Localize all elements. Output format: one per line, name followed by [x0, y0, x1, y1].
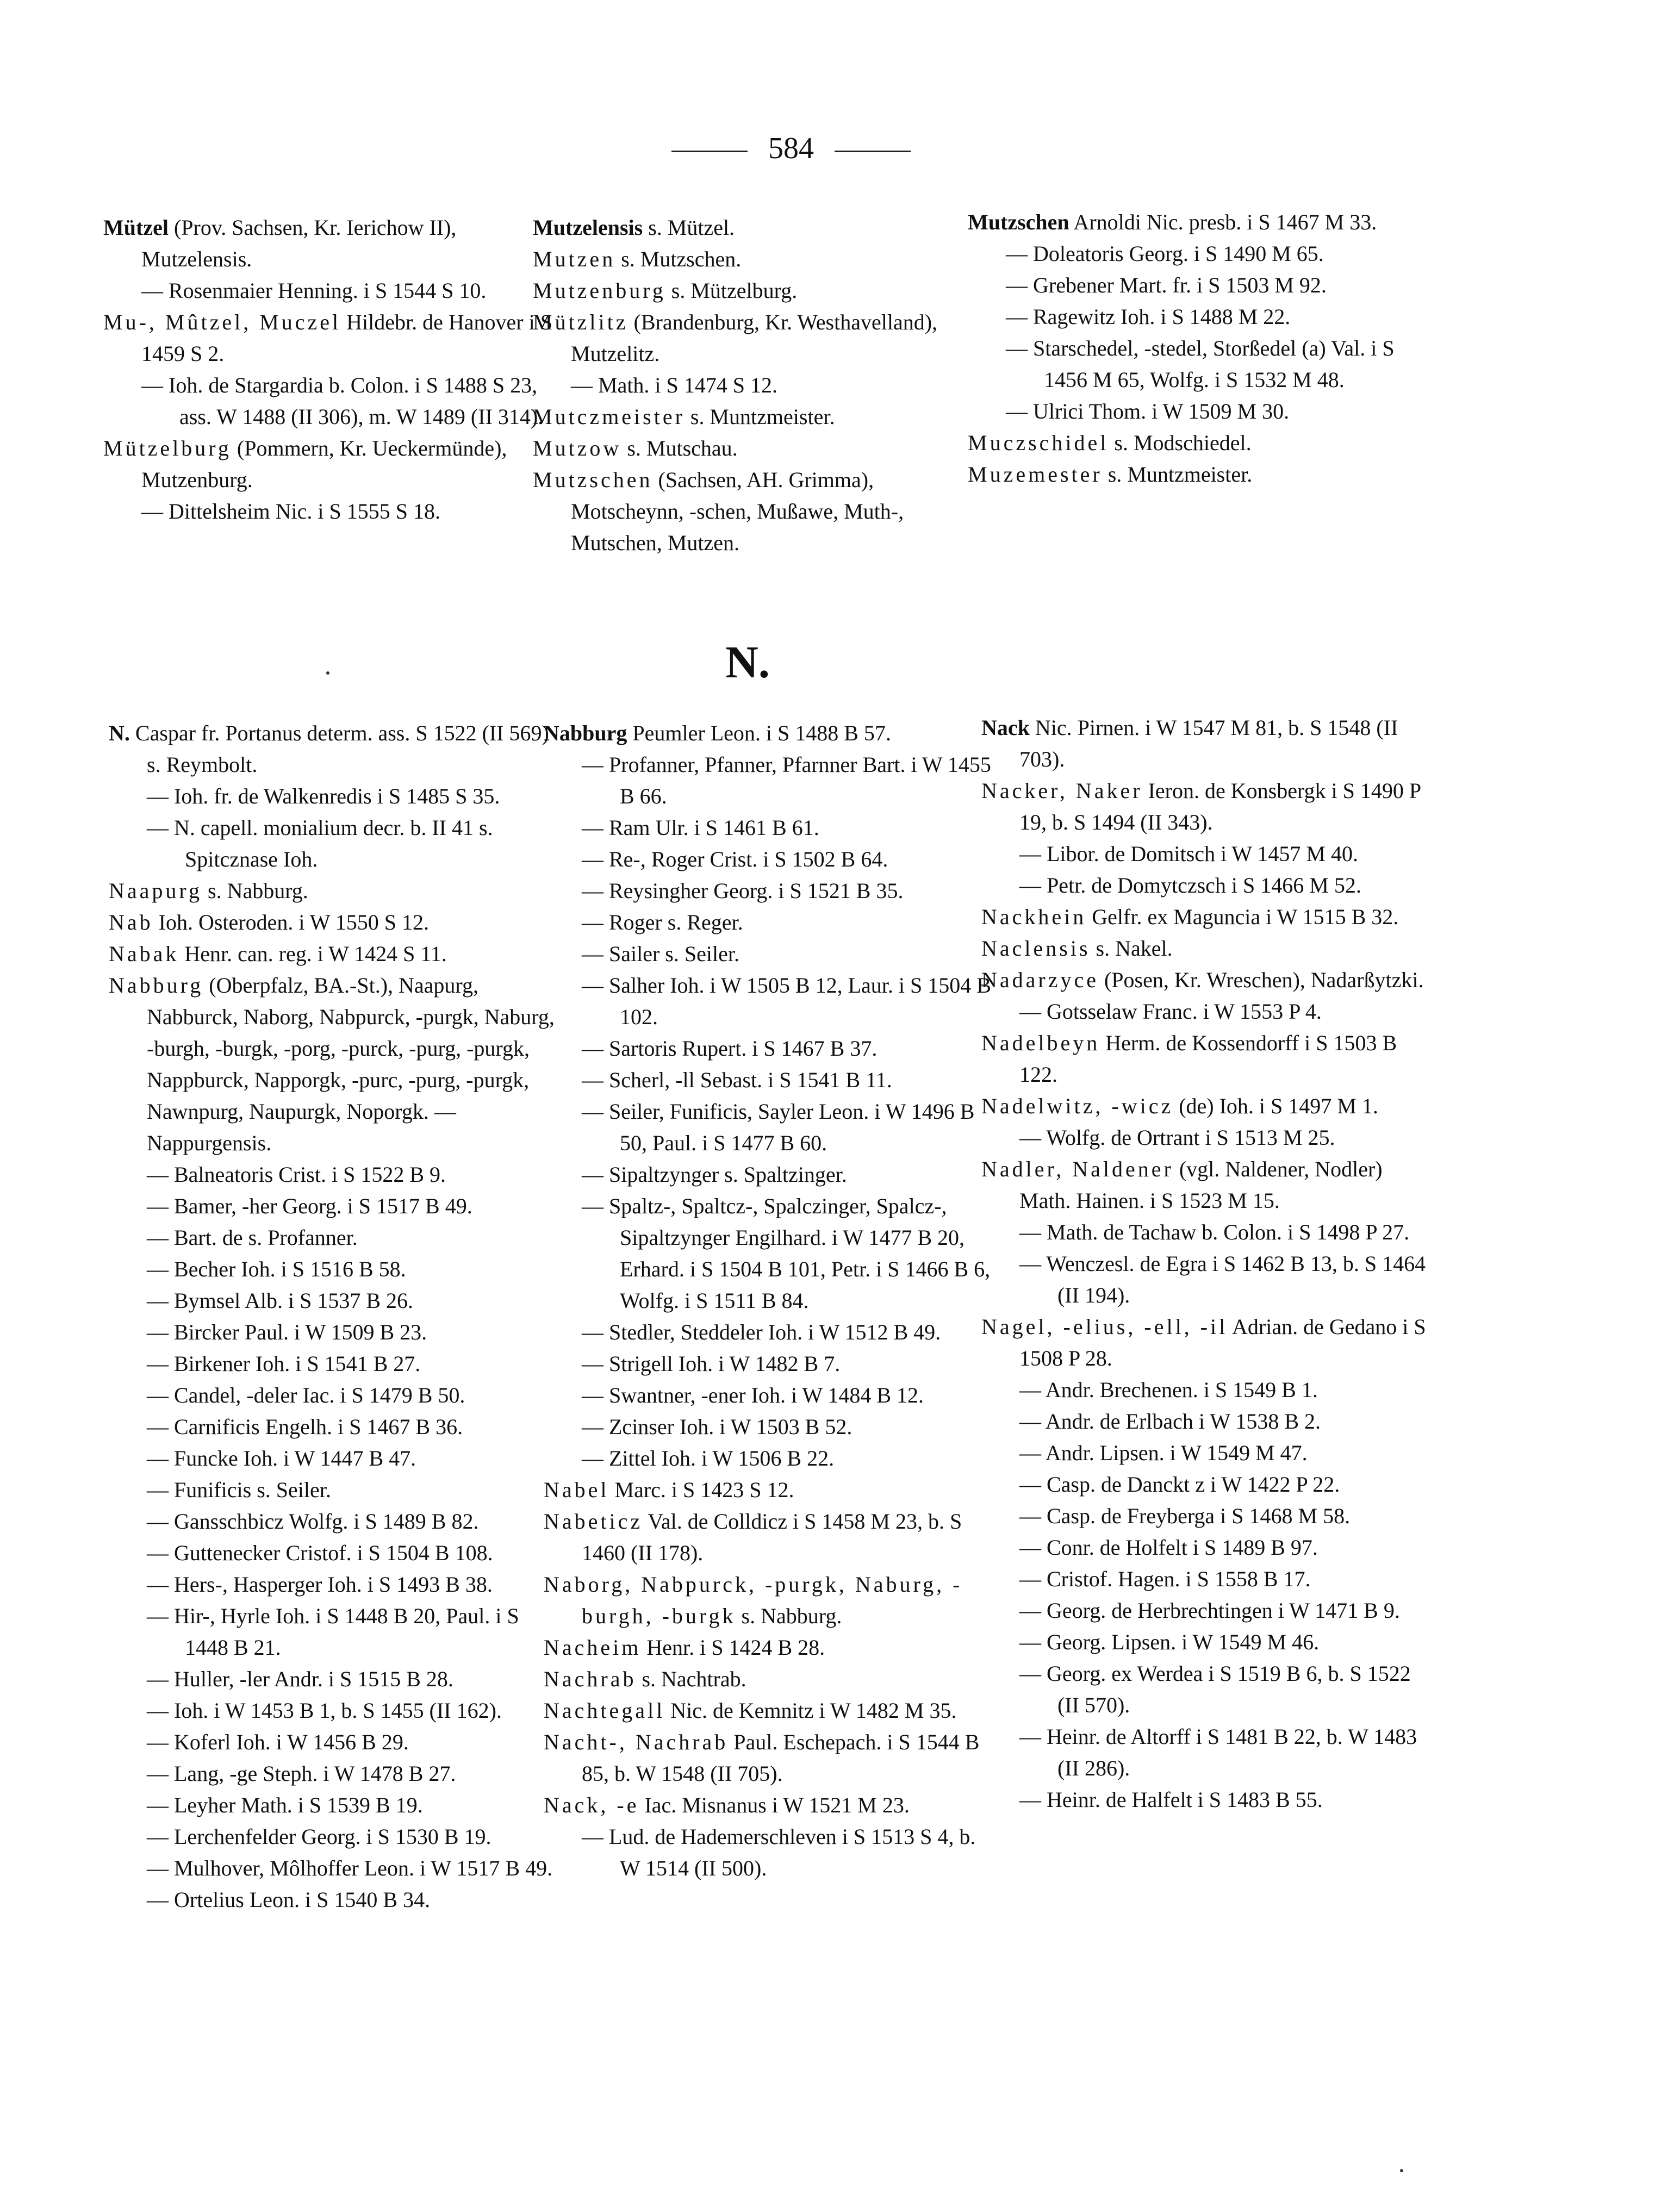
headword-spaced: Mützlitz — [533, 310, 629, 334]
dictionary-entry — [109, 1600, 560, 1663]
dictionary-entry — [981, 1154, 1433, 1217]
entry-text: — Profanner, Pfanner, Pfarnner Bart. i W 1455 B 66. — [582, 752, 991, 808]
entry-text: (Pommern, Kr. Ueckermünde), Mutzenburg. — [141, 436, 507, 492]
dictionary-entry — [544, 1317, 995, 1348]
dictionary-entry — [981, 901, 1433, 933]
entry-text: — Heinr. de Halfelt i S 1483 B 55. — [1019, 1787, 1323, 1812]
entry-text: — Sartoris Rupert. i S 1467 B 37. — [582, 1036, 878, 1061]
dictionary-entry — [109, 1727, 560, 1758]
dictionary-entry — [544, 1569, 995, 1632]
entry-text: Paul. Eschepach. i S 1544 B 85, b. W 1548 (II 705). — [582, 1730, 980, 1786]
entry-text: Arnoldi Nic. presb. i S 1467 M 33. — [1069, 210, 1377, 234]
dictionary-entry — [981, 775, 1433, 838]
dictionary-entry — [109, 1285, 560, 1317]
dictionary-entry — [109, 781, 560, 812]
entry-text: — Wenczesl. de Egra i S 1462 B 13, b. S 1464 (II 194). — [1019, 1251, 1426, 1307]
dictionary-entry — [981, 1090, 1433, 1122]
entry-text: Nic. de Kemnitz i W 1482 M 35. — [665, 1698, 957, 1723]
stray-dot — [326, 671, 329, 675]
entry-text: — Casp. de Danckt z i W 1422 P 22. — [1019, 1472, 1340, 1497]
entry-text: (Sachsen, AH. Grimma), Motscheynn, -schen, Mußawe, Muth-, Mutschen, Mutzen. — [571, 468, 904, 555]
entry-text: — Conr. de Holfelt i S 1489 B 97. — [1019, 1535, 1318, 1560]
dictionary-entry — [544, 718, 995, 749]
entry-text: — Lang, -ge Steph. i W 1478 B 27. — [147, 1761, 456, 1786]
entry-text: — Koferl Ioh. i W 1456 B 29. — [147, 1730, 409, 1754]
dictionary-entry — [533, 370, 984, 401]
entry-text: — Ioh. de Stargardia b. Colon. i S 1488 S 23, ass. W 1488 (II 306), m. W 1489 (II 314). — [141, 373, 544, 429]
dictionary-entry — [103, 370, 555, 433]
rule-left — [671, 151, 748, 152]
entry-text: — Stedler, Steddeler Ioh. i W 1512 B 49. — [582, 1320, 941, 1344]
entry-text: (de) Ioh. i S 1497 M 1. — [1173, 1094, 1378, 1118]
entry-text: — Gansschbicz Wolfg. i S 1489 B 82. — [147, 1509, 479, 1534]
dictionary-entry — [109, 938, 560, 970]
entry-text: — Math. i S 1474 S 12. — [571, 373, 778, 397]
bottom-column-3 — [981, 712, 1433, 1816]
headword-spaced: Nadarzyce — [981, 968, 1099, 992]
dictionary-entry — [968, 238, 1419, 270]
dictionary-entry — [544, 875, 995, 907]
entry-text: — Hir-, Hyrle Ioh. i S 1448 B 20, Paul. i S 1448 B 21. — [147, 1604, 519, 1660]
headword: Mutzelensis — [533, 215, 643, 240]
entry-text: — Georg. de Herbrechtingen i W 1471 B 9. — [1019, 1598, 1400, 1623]
entry-text: Ioh. Osteroden. i W 1550 S 12. — [153, 910, 430, 934]
entry-text: — Heinr. de Altorff i S 1481 B 22, b. W 1483 (II 286). — [1019, 1724, 1417, 1780]
headword: Mutzschen — [968, 210, 1069, 234]
section-letter: N. — [725, 637, 770, 688]
dictionary-entry — [981, 1532, 1433, 1563]
bottom-column-2 — [544, 718, 995, 1884]
entry-text: — Funcke Ioh. i W 1447 B 47. — [147, 1446, 416, 1470]
dictionary-entry — [109, 1506, 560, 1537]
entry-text: — Carnificis Engelh. i S 1467 B 36. — [147, 1414, 463, 1439]
headword-spaced: Nab — [109, 910, 153, 934]
dictionary-entry — [109, 1790, 560, 1821]
entry-text: s. Mutschau. — [621, 436, 738, 460]
entry-text: Gelfr. ex Maguncia i W 1515 B 32. — [1086, 905, 1399, 929]
dictionary-entry — [109, 1537, 560, 1569]
headword-spaced: Nadelwitz, -wicz — [981, 1094, 1174, 1118]
dictionary-entry — [981, 996, 1433, 1027]
entry-text: — Zittel Ioh. i W 1506 B 22. — [582, 1446, 835, 1470]
dictionary-entry — [109, 1695, 560, 1727]
dictionary-entry — [109, 1569, 560, 1600]
dictionary-entry — [981, 1784, 1433, 1816]
entry-text: — Sailer s. Seiler. — [582, 942, 739, 966]
dictionary-entry — [109, 1159, 560, 1191]
headword: Nabburg — [544, 721, 627, 745]
entry-text: (Prov. Sachsen, Kr. Ierichow II), Mutzelensis. — [141, 215, 457, 271]
dictionary-entry — [544, 1727, 995, 1790]
headword-spaced: Nachrab — [544, 1667, 637, 1691]
dictionary-entry — [109, 1411, 560, 1443]
headword-spaced: Naapurg — [109, 878, 202, 903]
entry-text: — Libor. de Domitsch i W 1457 M 40. — [1019, 842, 1358, 866]
entry-text: Herm. de Kossendorff i S 1503 B 122. — [1019, 1031, 1397, 1087]
entry-text: Hildebr. de Hanover i S 1459 S 2. — [141, 310, 552, 366]
entry-text: — Huller, -ler Andr. i S 1515 B 28. — [147, 1667, 453, 1691]
headword-spaced: Nagel, -elius, -ell, -il — [981, 1314, 1228, 1339]
dictionary-entry — [981, 1248, 1433, 1311]
entry-text: — Andr. Lipsen. i W 1549 M 47. — [1019, 1441, 1308, 1465]
entry-text: — Bircker Paul. i W 1509 B 23. — [147, 1320, 427, 1344]
headword-spaced: Nabel — [544, 1478, 609, 1502]
dictionary-entry — [968, 207, 1419, 238]
entry-text: — Bart. de s. Profanner. — [147, 1225, 358, 1250]
headword-spaced: Nabeticz — [544, 1509, 643, 1534]
entry-text: — Grebener Mart. fr. i S 1503 M 92. — [1006, 273, 1327, 297]
top-column-3 — [968, 207, 1419, 490]
entry-text: (vgl. Naldener, Nodler) Math. Hainen. i S 1523 M 15. — [1019, 1157, 1383, 1213]
dictionary-entry — [109, 1254, 560, 1285]
dictionary-entry — [981, 964, 1433, 996]
dictionary-entry — [968, 270, 1419, 301]
entry-text: — Casp. de Freyberga i S 1468 M 58. — [1019, 1504, 1351, 1528]
dictionary-entry — [544, 1033, 995, 1064]
entry-text: s. Mutzschen. — [615, 247, 742, 271]
entry-text: — Math. de Tachaw b. Colon. i S 1498 P 27. — [1019, 1220, 1410, 1244]
top-column-1 — [103, 212, 555, 527]
dictionary-entry — [544, 907, 995, 938]
entry-text: Iac. Misnanus i W 1521 M 23. — [639, 1793, 910, 1817]
entry-text: s. Modschiedel. — [1109, 431, 1252, 455]
headword-spaced: Nadelbeyn — [981, 1031, 1100, 1055]
dictionary-entry — [109, 1317, 560, 1348]
entry-text: — Ortelius Leon. i S 1540 B 34. — [147, 1887, 431, 1912]
dictionary-entry — [981, 1027, 1433, 1090]
entry-text: — Andr. de Erlbach i W 1538 B 2. — [1019, 1409, 1321, 1434]
headword-spaced: Mutzow — [533, 436, 622, 460]
headword-spaced: Muzemester — [968, 462, 1103, 487]
dictionary-entry — [968, 333, 1419, 396]
dictionary-entry — [533, 307, 984, 370]
entry-text: — Re-, Roger Crist. i S 1502 B 64. — [582, 847, 888, 871]
dictionary-entry — [533, 433, 984, 464]
dictionary-entry — [103, 212, 555, 275]
entry-text: — Strigell Ioh. i W 1482 B 7. — [582, 1351, 841, 1376]
headword-spaced: Mutczmeister — [533, 404, 685, 429]
entry-text: Ieron. de Konsbergk i S 1490 P 19, b. S 1494 (II 343). — [1019, 778, 1421, 834]
entry-text: — Candel, -deler Iac. i S 1479 B 50. — [147, 1383, 465, 1407]
headword-spaced: Nabburg — [109, 973, 204, 998]
entry-text: — Becher Ioh. i S 1516 B 58. — [147, 1257, 406, 1281]
entry-text: — Dittelsheim Nic. i S 1555 S 18. — [141, 499, 440, 524]
entry-text: — Andr. Brechenen. i S 1549 B 1. — [1019, 1378, 1318, 1402]
entry-text: Henr. can. reg. i W 1424 S 11. — [179, 942, 447, 966]
entry-text: Nic. Pirnen. i W 1547 M 81, b. S 1548 (II 703). — [1019, 715, 1398, 771]
dictionary-entry — [981, 838, 1433, 870]
entry-text: — Leyher Math. i S 1539 B 19. — [147, 1793, 423, 1817]
entry-text: — Ragewitz Ioh. i S 1488 M 22. — [1006, 304, 1291, 329]
entry-text: — Gotsselaw Franc. i W 1553 P 4. — [1019, 999, 1322, 1024]
dictionary-entry — [109, 1380, 560, 1411]
dictionary-entry — [981, 1406, 1433, 1437]
dictionary-entry — [544, 1632, 995, 1663]
entry-text: — Balneatoris Crist. i S 1522 B 9. — [147, 1162, 446, 1187]
headword-spaced: Nackhein — [981, 905, 1087, 929]
dictionary-entry — [544, 970, 995, 1033]
dictionary-entry — [968, 459, 1419, 490]
entry-text: — Reysingher Georg. i S 1521 B 35. — [582, 878, 904, 903]
dictionary-entry — [544, 1443, 995, 1474]
entry-text: — Scherl, -ll Sebast. i S 1541 B 11. — [582, 1068, 892, 1092]
dictionary-entry — [544, 1411, 995, 1443]
dictionary-entry — [109, 1443, 560, 1474]
dictionary-entry — [544, 1348, 995, 1380]
dictionary-entry — [544, 844, 995, 875]
entry-text: — Bamer, -her Georg. i S 1517 B 49. — [147, 1194, 472, 1218]
dictionary-entry — [109, 1884, 560, 1916]
headword-spaced: Nabak — [109, 942, 179, 966]
entry-text: — Swantner, -ener Ioh. i W 1484 B 12. — [582, 1383, 924, 1407]
dictionary-entry — [981, 1658, 1433, 1721]
dictionary-entry — [544, 1790, 995, 1821]
dictionary-entry — [981, 1563, 1433, 1595]
dictionary-entry — [533, 244, 984, 275]
entry-text: — Zcinser Ioh. i W 1503 B 52. — [582, 1414, 853, 1439]
dictionary-entry — [109, 1348, 560, 1380]
bottom-column-1 — [109, 718, 560, 1916]
entry-text: s. Mützel. — [643, 215, 735, 240]
entry-text: (Oberpfalz, BA.-St.), Naapurg, Nabburck, Naborg, Nabpurck, -purgk, Naburg, -burgh, -burgk, -porg, -purck, -purg, -purgk, Nappburck, Napporgk, -purc, -purg, -purgk, Nawnpurg, Naupurgk, Noporgk. — Nappurgensis. — [147, 973, 555, 1155]
dictionary-entry — [533, 275, 984, 307]
dictionary-entry — [981, 1122, 1433, 1154]
headword-spaced: Nacheim — [544, 1635, 642, 1660]
dictionary-entry — [968, 427, 1419, 459]
entry-text: Val. de Colldicz i S 1458 M 23, b. S 1460 (II 178). — [582, 1509, 962, 1565]
headword-spaced: Nack, -e — [544, 1793, 639, 1817]
dictionary-entry — [981, 1217, 1433, 1248]
headword: Mützel — [103, 215, 169, 240]
dictionary-entry — [109, 1191, 560, 1222]
stray-dot — [1400, 2169, 1403, 2172]
dictionary-entry — [544, 749, 995, 812]
dictionary-entry — [544, 1064, 995, 1096]
entry-text: — Petr. de Domytczsch i S 1466 M 52. — [1019, 873, 1361, 898]
entry-text: — Ioh. fr. de Walkenredis i S 1485 S 35. — [147, 784, 500, 808]
dictionary-entry — [981, 1311, 1433, 1374]
headword-spaced: Mutzschen — [533, 468, 653, 492]
dictionary-entry — [109, 875, 560, 907]
dictionary-entry — [981, 870, 1433, 901]
headword-spaced: Mützelburg — [103, 436, 232, 460]
dictionary-entry — [544, 1821, 995, 1884]
dictionary-entry — [109, 718, 560, 781]
dictionary-entry — [109, 1821, 560, 1853]
headword-spaced: Nacht-, Nachrab — [544, 1730, 729, 1754]
dictionary-entry — [109, 907, 560, 938]
page-number: 584 — [595, 133, 987, 164]
entry-text: — Rosenmaier Henning. i S 1544 S 10. — [141, 278, 487, 303]
dictionary-entry — [109, 1758, 560, 1790]
dictionary-entry — [981, 1500, 1433, 1532]
headword-spaced: Mutzen — [533, 247, 616, 271]
entry-text: — Ioh. i W 1453 B 1, b. S 1455 (II 162). — [147, 1698, 502, 1723]
entry-text: — Bymsel Alb. i S 1537 B 26. — [147, 1288, 414, 1313]
dictionary-entry — [109, 812, 560, 875]
dictionary-entry — [981, 712, 1433, 775]
headword-spaced: Nacker, Naker — [981, 778, 1143, 803]
entry-text: — N. capell. monialium decr. b. II 41 s. Spitcznase Ioh. — [147, 815, 493, 871]
dictionary-entry — [544, 812, 995, 844]
dictionary-entry — [109, 1474, 560, 1506]
entry-text: — Wolfg. de Ortrant i S 1513 M 25. — [1019, 1125, 1335, 1150]
entry-text: — Ulrici Thom. i W 1509 M 30. — [1006, 399, 1290, 423]
entry-text: s. Nabburg. — [736, 1604, 842, 1628]
entry-text: — Georg. Lipsen. i W 1549 M 46. — [1019, 1630, 1320, 1654]
dictionary-entry — [968, 396, 1419, 427]
entry-text: s. Nabburg. — [202, 878, 308, 903]
dictionary-entry — [981, 1721, 1433, 1784]
dictionary-entry — [109, 970, 560, 1159]
dictionary-entry — [544, 1191, 995, 1317]
entry-text: (Brandenburg, Kr. Westhavelland), Mutzelitz. — [571, 310, 938, 366]
entry-text: Peumler Leon. i S 1488 B 57. — [627, 721, 891, 745]
dictionary-entry — [968, 301, 1419, 333]
headword: N. — [109, 721, 130, 745]
headword-spaced: Muczschidel — [968, 431, 1109, 455]
entry-text: — Salher Ioh. i W 1505 B 12, Laur. i S 1504 B 102. — [582, 973, 991, 1029]
dictionary-entry — [103, 433, 555, 496]
entry-text: Adrian. de Gedano i S 1508 P 28. — [1019, 1314, 1426, 1370]
entry-text: — Hers-, Hasperger Ioh. i S 1493 B 38. — [147, 1572, 493, 1597]
entry-text: — Doleatoris Georg. i S 1490 M 65. — [1006, 241, 1324, 266]
dictionary-entry — [533, 401, 984, 433]
entry-text: — Guttenecker Cristof. i S 1504 B 108. — [147, 1541, 493, 1565]
headword-spaced: Naborg, Nabpurck, -purgk, Naburg, -burgh, -burgk — [544, 1572, 963, 1628]
entry-text: — Seiler, Funificis, Sayler Leon. i W 1496 B 50, Paul. i S 1477 B 60. — [582, 1099, 975, 1155]
dictionary-entry — [533, 464, 984, 559]
dictionary-entry — [544, 1695, 995, 1727]
dictionary-entry — [981, 1374, 1433, 1406]
entry-text: — Funificis s. Seiler. — [147, 1478, 331, 1502]
entry-text: — Sipaltzynger s. Spaltzinger. — [582, 1162, 847, 1187]
entry-text: — Roger s. Reger. — [582, 910, 743, 934]
entry-text: — Georg. ex Werdea i S 1519 B 6, b. S 1522 (II 570). — [1019, 1661, 1411, 1717]
headword-spaced: Naclensis — [981, 936, 1091, 961]
top-column-2 — [533, 212, 984, 559]
dictionary-entry — [103, 496, 555, 527]
dictionary-entry — [544, 1159, 995, 1191]
entry-text: s. Nakel. — [1090, 936, 1173, 961]
dictionary-entry — [103, 307, 555, 370]
dictionary-entry — [533, 212, 984, 244]
entry-text: Marc. i S 1423 S 12. — [609, 1478, 794, 1502]
entry-text: — Lud. de Hademerschleven i S 1513 S 4, b. W 1514 (II 500). — [582, 1824, 976, 1880]
headword-spaced: Mu-, Mûtzel, Muczel — [103, 310, 341, 334]
dictionary-entry — [544, 1506, 995, 1569]
entry-text: — Mulhover, Môlhoffer Leon. i W 1517 B 49. — [147, 1856, 553, 1880]
entry-text: Caspar fr. Portanus determ. ass. S 1522 (II 569) s. Reymbolt. — [129, 721, 549, 777]
dictionary-entry — [981, 1627, 1433, 1658]
entry-text: — Starschedel, -stedel, Storßedel (a) Val. i S 1456 M 65, Wolfg. i S 1532 M 48. — [1006, 336, 1395, 392]
dictionary-entry — [544, 1380, 995, 1411]
dictionary-entry — [544, 1474, 995, 1506]
rule-right — [835, 151, 911, 152]
entry-text: s. Nachtrab. — [636, 1667, 746, 1691]
headword-spaced: Nachtegall — [544, 1698, 665, 1723]
dictionary-entry — [544, 1663, 995, 1695]
dictionary-entry — [544, 938, 995, 970]
entry-text: — Birkener Ioh. i S 1541 B 27. — [147, 1351, 421, 1376]
headword-spaced: Nadler, Naldener — [981, 1157, 1174, 1181]
entry-text: Henr. i S 1424 B 28. — [641, 1635, 825, 1660]
entry-text: — Spaltz-, Spaltcz-, Spalczinger, Spalcz-, Sipaltzynger Engilhard. i W 1477 B 20, Erhard. i S 1504 B 101, Petr. i S 1466 B 6, Wolfg. i S 1511 B 84. — [582, 1194, 991, 1313]
entry-text: (Posen, Kr. Wreschen), Nadarßytzki. — [1098, 968, 1424, 992]
entry-text: — Ram Ulr. i S 1461 B 61. — [582, 815, 819, 840]
headword: Nack — [981, 715, 1030, 740]
dictionary-entry — [544, 1096, 995, 1159]
entry-text: s. Muntzmeister. — [685, 404, 835, 429]
dictionary-entry — [109, 1222, 560, 1254]
dictionary-entry — [103, 275, 555, 307]
headword-spaced: Mutzenburg — [533, 278, 666, 303]
dictionary-entry — [109, 1663, 560, 1695]
entry-text: s. Mützelburg. — [665, 278, 798, 303]
dictionary-entry — [981, 1437, 1433, 1469]
entry-text: — Lerchenfelder Georg. i S 1530 B 19. — [147, 1824, 491, 1849]
dictionary-entry — [109, 1853, 560, 1884]
dictionary-entry — [981, 933, 1433, 964]
entry-text: s. Muntzmeister. — [1102, 462, 1253, 487]
dictionary-entry — [981, 1595, 1433, 1627]
dictionary-entry — [981, 1469, 1433, 1500]
entry-text: — Cristof. Hagen. i S 1558 B 17. — [1019, 1567, 1311, 1591]
